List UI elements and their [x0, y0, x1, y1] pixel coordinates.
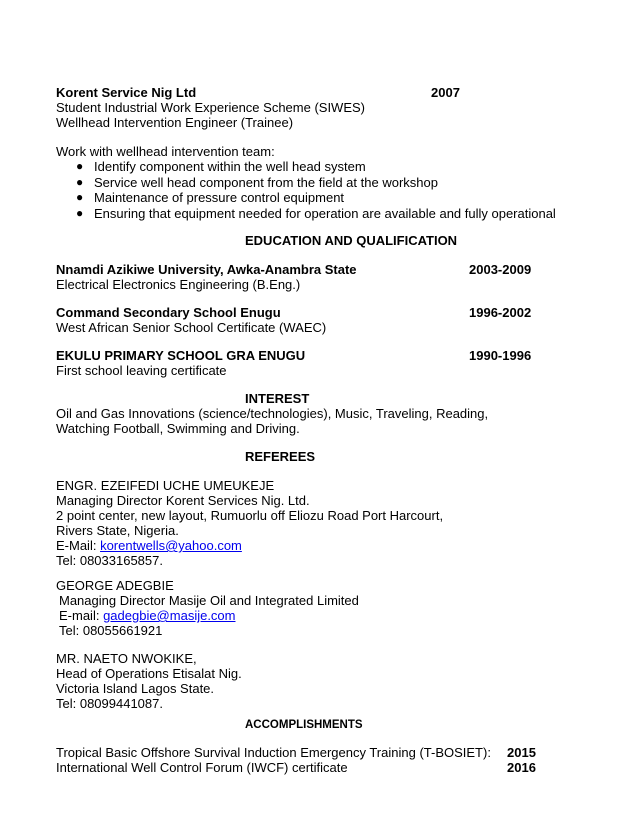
bullet-icon: ●: [76, 174, 84, 189]
referee-title: Managing Director Masije Oil and Integrated Limited: [59, 593, 359, 608]
school-name: Nnamdi Azikiwe University, Awka-Anambra State: [56, 262, 357, 277]
referee-tel: Tel: 08099441087.: [56, 696, 163, 711]
experience-intro: Work with wellhead intervention team:: [56, 144, 275, 159]
school-years: 2003-2009: [469, 262, 532, 277]
interest-line: Watching Football, Swimming and Driving.: [56, 421, 300, 436]
accomplishment-year: 2016: [507, 760, 536, 775]
accomplishment-text: International Well Control Forum (IWCF) certificate: [56, 760, 348, 775]
referee-email-link[interactable]: korentwells@yahoo.com: [100, 538, 242, 553]
interest-heading: INTEREST: [245, 391, 310, 406]
referee-name: MR. NAETO NWOKIKE,: [56, 651, 197, 666]
referee-tel: Tel: 08033165857.: [56, 553, 163, 568]
referee-address: Rivers State, Nigeria.: [56, 523, 179, 538]
referee-name: GEORGE ADEGBIE: [56, 578, 174, 593]
experience-year: 2007: [431, 85, 460, 100]
referees-heading: REFEREES: [245, 449, 316, 464]
email-label: E-Mail:: [56, 538, 101, 553]
accomplishment-year: 2015: [507, 745, 536, 760]
referee-2: [56, 578, 359, 638]
school-qualification: West African Senior School Certificate (WAEC): [56, 320, 327, 335]
school-years: 1990-1996: [469, 348, 532, 363]
school-qualification: First school leaving certificate: [56, 363, 227, 378]
accomplishments-heading: ACCOMPLISHMENTS: [245, 719, 363, 731]
referee-1: [56, 478, 443, 568]
school-qualification: Electrical Electronics Engineering (B.Eng.): [56, 277, 301, 292]
interest-line: Oil and Gas Innovations (science/technologies), Music, Traveling, Reading,: [56, 406, 489, 421]
referee-tel: Tel: 08055661921: [59, 623, 163, 638]
job-role: Wellhead Intervention Engineer (Trainee): [56, 115, 294, 130]
referee-3: [56, 651, 242, 711]
school-name: EKULU PRIMARY SCHOOL GRA ENUGU: [56, 348, 306, 363]
email-label: E-mail:: [59, 608, 104, 623]
education-heading: EDUCATION AND QUALIFICATION: [245, 233, 458, 248]
referee-email-row: [56, 538, 443, 553]
bullet-icon: ●: [76, 190, 84, 204]
company-name: Korent Service Nig Ltd: [56, 85, 197, 100]
school-years: 1996-2002: [469, 305, 532, 320]
referee-title: Managing Director Korent Services Nig. Ltd.: [56, 493, 310, 508]
school-name: Command Secondary School Enugu: [56, 305, 281, 320]
duties-list: [76, 159, 596, 221]
list-item: ● Ensuring that equipment needed for operation are available and fully operational: [76, 205, 556, 221]
referee-title: Head of Operations Etisalat Nig.: [56, 666, 242, 681]
referee-email-link[interactable]: gadegbie@masije.com: [103, 608, 236, 623]
referee-address: 2 point center, new layout, Rumuorlu off Eliozu Road Port Harcourt,: [56, 508, 444, 523]
bullet-icon: ●: [76, 205, 84, 220]
referee-name: ENGR. EZEIFEDI UCHE UMEUKEJE: [56, 478, 275, 493]
accomplishment-text: Tropical Basic Offshore Survival Induction Emergency Training (T-BOSIET):: [56, 745, 491, 760]
referee-email-row: [56, 608, 359, 623]
bullet-icon: ●: [76, 159, 84, 173]
list-item: ● Maintenance of pressure control equipment: [76, 190, 345, 205]
list-item: ● Identify component within the well head system: [76, 159, 366, 174]
referee-address: Victoria Island Lagos State.: [56, 681, 215, 696]
program-name: Student Industrial Work Experience Scheme (SIWES): [56, 100, 365, 115]
list-item: ● Service well head component from the field at the workshop: [76, 174, 438, 190]
